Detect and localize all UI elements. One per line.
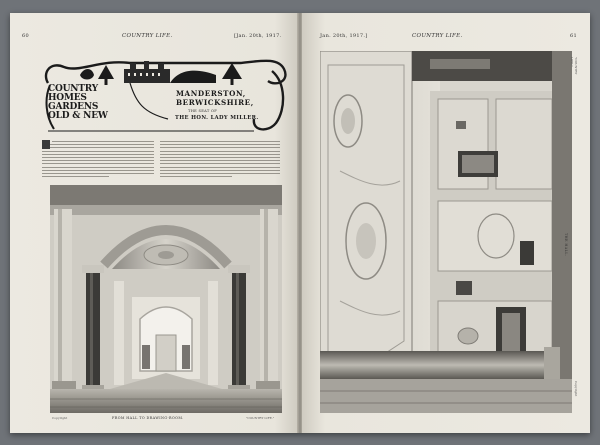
text-line	[42, 157, 154, 158]
series-line: HOMES	[48, 93, 87, 103]
series-line: OLD & NEW	[48, 111, 108, 121]
right-date: Jan. 20th, 1917.]	[320, 33, 368, 39]
text-line	[160, 147, 280, 148]
owner-name: THE HON. LADY MILLER.	[175, 115, 259, 121]
text-line	[42, 163, 154, 164]
text-line	[160, 151, 280, 152]
text-line	[160, 170, 280, 171]
text-line	[160, 141, 280, 142]
text-line	[42, 160, 154, 161]
photo-credit-top: "COUNTRY LIFE."	[570, 57, 578, 75]
text-column-left	[42, 141, 154, 179]
photo-hall-to-drawing-room	[50, 185, 282, 413]
text-line	[160, 157, 280, 158]
photo-the-hall	[320, 51, 572, 413]
text-line	[42, 154, 154, 155]
right-running-title: COUNTRY LIFE.	[412, 33, 463, 39]
left-date: [Jan. 20th, 1917.	[234, 33, 282, 39]
place-name	[176, 89, 254, 107]
left-page	[10, 13, 298, 433]
left-running-title: COUNTRY LIFE.	[122, 33, 173, 39]
text-column-right	[160, 141, 280, 179]
photo-credit-left: Copyright	[52, 416, 68, 420]
text-line	[160, 154, 280, 155]
text-line	[160, 160, 280, 161]
text-line	[160, 144, 280, 145]
county-name: BERWICKSHIRE,	[176, 98, 254, 107]
drop-cap	[42, 140, 50, 149]
right-page-number: 61	[570, 33, 577, 39]
text-line	[42, 176, 109, 177]
photo-credit-bottom: Copyright	[574, 381, 578, 397]
magazine-spread	[10, 13, 590, 433]
text-line	[42, 170, 154, 171]
left-page-number: 60	[22, 33, 29, 39]
text-line	[160, 167, 280, 168]
masthead	[40, 53, 290, 135]
photo-caption-right: THE HALL.	[564, 233, 568, 257]
text-line	[52, 141, 154, 142]
series-line: COUNTRY	[48, 84, 99, 94]
text-line	[160, 173, 280, 174]
series-line: GARDENS	[48, 102, 99, 112]
photo-caption-left: FROM HALL TO DRAWING-ROOM.	[112, 416, 184, 420]
text-line	[42, 173, 154, 174]
series-title	[48, 85, 128, 121]
right-page	[302, 13, 590, 433]
photo-credit-right: "COUNTRY LIFE."	[246, 416, 275, 420]
text-line	[42, 151, 154, 152]
text-line	[42, 147, 154, 148]
seat-of-label: THE SEAT OF	[188, 109, 218, 113]
text-line	[42, 144, 154, 145]
text-line	[42, 167, 154, 168]
text-line	[160, 163, 280, 164]
text-line	[160, 176, 232, 177]
house-name: MANDERSTON,	[176, 89, 246, 98]
